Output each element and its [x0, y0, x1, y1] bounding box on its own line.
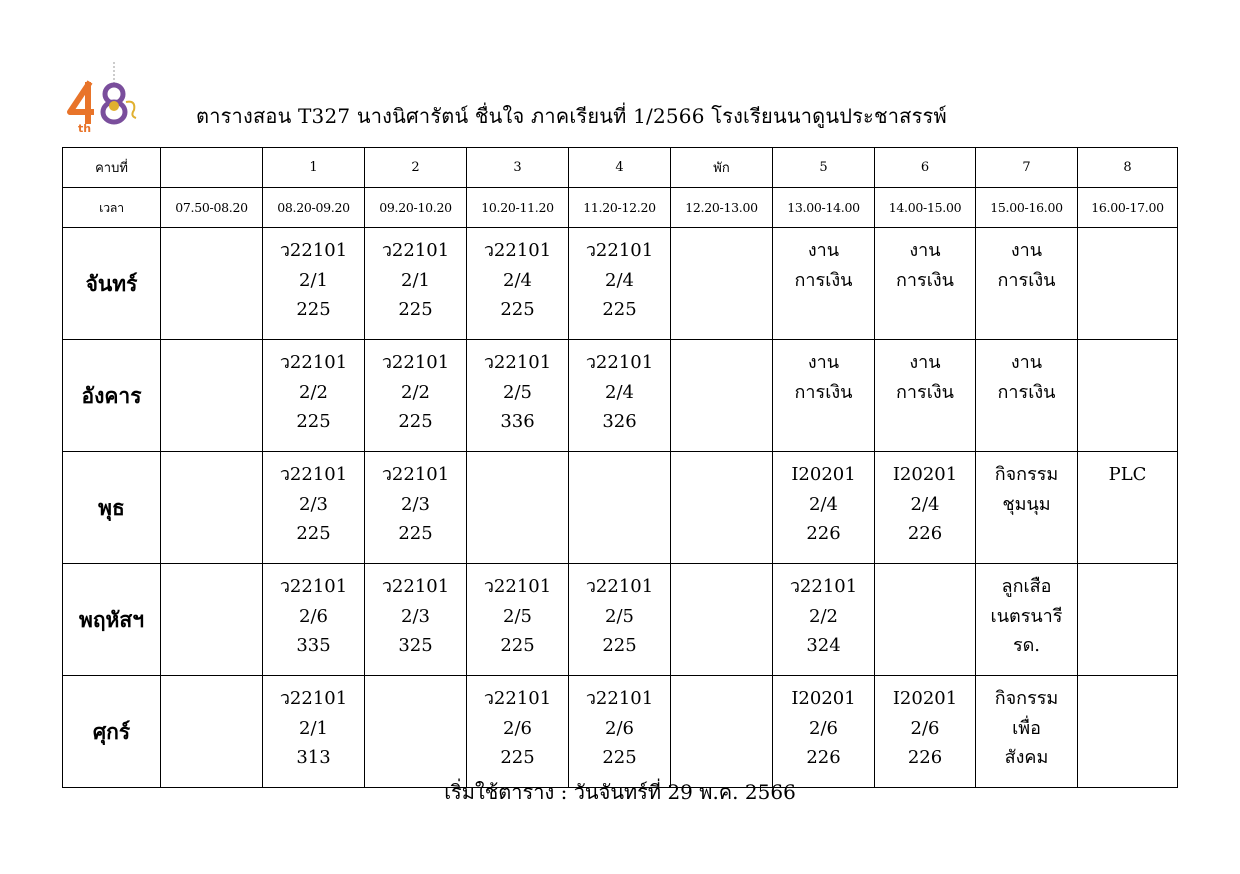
schedule-cell [569, 452, 671, 564]
time-slot-cell: 11.20-12.20 [569, 188, 671, 228]
time-slot-cell: 16.00-17.00 [1078, 188, 1178, 228]
schedule-cell-line: 225 [398, 523, 433, 544]
schedule-cell [569, 228, 671, 340]
day-name: จันทร์ [63, 228, 161, 340]
schedule-cell [976, 452, 1078, 564]
schedule-cell-line: I20201 [892, 464, 958, 485]
schedule-cell [1078, 676, 1178, 788]
schedule-cell-line: 336 [500, 411, 535, 432]
schedule-cell-line: 2/6 [503, 717, 532, 739]
schedule-cell-line: การเงิน [896, 269, 954, 291]
period-header-cell [161, 148, 263, 188]
time-slot-cell: 08.20-09.20 [263, 188, 365, 228]
day-row [63, 564, 1178, 676]
period-row [63, 148, 1178, 188]
schedule-cell [671, 228, 773, 340]
schedule-cell [467, 340, 569, 452]
start-date-note: เริ่มใช้ตาราง : วันจันทร์ที่ 29 พ.ค. 2566 [444, 780, 796, 804]
schedule-cell-line: รด. [1012, 635, 1041, 656]
schedule-cell-line: เพื่อ [1012, 717, 1041, 739]
schedule-cell-line: ว22101 [381, 240, 450, 261]
schedule-cell [976, 564, 1078, 676]
schedule-cell [1078, 228, 1178, 340]
schedule-cell-line: ว22101 [279, 576, 348, 597]
schedule-cell-line: 2/5 [605, 605, 634, 627]
schedule-cell-line: 225 [500, 299, 535, 320]
schedule-cell [365, 340, 467, 452]
schedule-cell [773, 452, 875, 564]
period-header-cell: 2 [365, 148, 467, 188]
schedule-cell [569, 676, 671, 788]
schedule-cell-line: ว22101 [279, 688, 348, 709]
period-header-cell: 5 [773, 148, 875, 188]
period-header-cell: พัก [671, 148, 773, 188]
schedule-cell-line: 2/6 [299, 605, 328, 627]
time-slot-cell: 13.00-14.00 [773, 188, 875, 228]
period-header-cell: 8 [1078, 148, 1178, 188]
schedule-cell-line: 313 [296, 747, 331, 768]
time-slot-cell: 09.20-10.20 [365, 188, 467, 228]
schedule-cell-line: 2/2 [299, 381, 328, 403]
schedule-cell [467, 452, 569, 564]
day-name: พุธ [63, 452, 161, 564]
schedule-cell-line: ว22101 [279, 240, 348, 261]
schedule-cell-line: 326 [602, 411, 637, 432]
schedule-cell-line: การเงิน [997, 269, 1056, 291]
schedule-cell-line: 225 [398, 411, 433, 432]
schedule-cell [1078, 340, 1178, 452]
schedule-cell-line: งาน [1010, 352, 1043, 373]
schedule-cell-line: ว22101 [279, 464, 348, 485]
schedule-cell-line: การเงิน [794, 381, 853, 403]
schedule-cell [161, 228, 263, 340]
schedule-cell-line: 226 [907, 523, 943, 544]
svg-text:th: th [78, 122, 92, 134]
schedule-cell-line: งาน [909, 352, 941, 373]
schedule-cell-line: 225 [602, 747, 637, 768]
day-row [63, 676, 1178, 788]
time-label: เวลา [63, 188, 161, 228]
schedule-cell-line: 225 [602, 299, 637, 320]
schedule-cell-line: ว22101 [585, 352, 654, 373]
schedule-cell [263, 676, 365, 788]
day-row [63, 340, 1178, 452]
schedule-cell-line: 2/3 [401, 493, 430, 515]
schedule-cell [569, 340, 671, 452]
schedule-cell-line: 2/1 [299, 717, 328, 739]
schedule-cell-line: 2/4 [910, 493, 940, 515]
schedule-cell-line: ชุมนุม [1002, 493, 1051, 515]
schedule-cell-line: การเงิน [997, 381, 1056, 403]
schedule-cell-line: PLC [1108, 464, 1147, 485]
schedule-cell [1078, 452, 1178, 564]
schedule-cell [161, 564, 263, 676]
schedule-cell [875, 228, 976, 340]
period-header-cell: 1 [263, 148, 365, 188]
schedule-cell [263, 340, 365, 452]
schedule-cell-line: 2/2 [401, 381, 430, 403]
schedule-cell-line: I20201 [791, 464, 856, 485]
school-anniversary-logo [64, 62, 144, 134]
schedule-cell-line: ว22101 [585, 576, 654, 597]
schedule-cell-line: 2/4 [605, 381, 634, 403]
schedule-cell [671, 452, 773, 564]
schedule-cell-line: ว22101 [789, 576, 858, 597]
schedule-cell-line: งาน [1010, 240, 1043, 261]
schedule-cell [467, 564, 569, 676]
schedule-cell [161, 676, 263, 788]
schedule-cell-line: 225 [602, 635, 637, 656]
schedule-cell-line: 225 [296, 299, 331, 320]
schedule-cell [875, 340, 976, 452]
schedule-cell-line: 226 [907, 747, 943, 768]
schedule-cell [569, 564, 671, 676]
schedule-cell [365, 564, 467, 676]
schedule-cell-line: 226 [806, 747, 841, 768]
schedule-cell-line: 2/4 [605, 269, 634, 291]
schedule-cell [263, 228, 365, 340]
day-row [63, 228, 1178, 340]
schedule-cell-line: ว22101 [483, 352, 552, 373]
day-name: ศุกร์ [63, 676, 161, 788]
schedule-cell-line: 225 [500, 747, 535, 768]
schedule-cell [976, 340, 1078, 452]
schedule-cell [467, 676, 569, 788]
schedule-cell-line: 2/2 [809, 605, 838, 627]
schedule-cell [161, 452, 263, 564]
schedule-cell-line: งาน [807, 240, 840, 261]
page-title: ตารางสอน T327 นางนิศารัตน์ ชื่นใจ ภาคเรียนที่ 1/2566 โรงเรียนนาดูนประชาสรรพ์ [196, 104, 947, 128]
schedule-cell-line: 2/4 [503, 269, 532, 291]
schedule-cell [1078, 564, 1178, 676]
schedule-cell-line: 335 [296, 635, 331, 656]
schedule-cell-line: ว22101 [483, 240, 552, 261]
schedule-cell [365, 228, 467, 340]
schedule-cell-line: 2/6 [910, 717, 940, 739]
schedule-cell-line: 225 [398, 299, 433, 320]
schedule-cell [671, 564, 773, 676]
schedule-cell-line: 2/5 [503, 381, 532, 403]
schedule-cell-line: ว22101 [381, 576, 450, 597]
schedule-cell-line: เนตรนารี [990, 605, 1063, 627]
schedule-cell-line: ว22101 [381, 464, 450, 485]
schedule-cell [263, 564, 365, 676]
schedule-cell [875, 564, 976, 676]
schedule-cell-line: 2/6 [809, 717, 838, 739]
schedule-cell-line: กิจกรรม [994, 464, 1059, 485]
schedule-cell [875, 452, 976, 564]
schedule-cell [976, 228, 1078, 340]
schedule-cell [263, 452, 365, 564]
schedule-cell-line: งาน [909, 240, 941, 261]
time-row [63, 188, 1178, 228]
time-slot-cell: 07.50-08.20 [161, 188, 263, 228]
period-header-cell: 3 [467, 148, 569, 188]
schedule-cell-line: I20201 [892, 688, 958, 709]
schedule-cell [773, 228, 875, 340]
schedule-cell-line: 2/6 [605, 717, 634, 739]
schedule-cell [365, 676, 467, 788]
schedule-cell [773, 564, 875, 676]
schedule-cell [365, 452, 467, 564]
schedule-cell-line: 324 [806, 635, 841, 656]
time-slot-cell: 14.00-15.00 [875, 188, 976, 228]
period-header-cell: 7 [976, 148, 1078, 188]
schedule-cell-line: ว22101 [585, 688, 654, 709]
schedule-cell-line: ว22101 [381, 352, 450, 373]
schedule-cell [773, 676, 875, 788]
schedule-cell-line: ว22101 [585, 240, 654, 261]
period-header-cell: 6 [875, 148, 976, 188]
time-slot-cell: 15.00-16.00 [976, 188, 1078, 228]
schedule-cell-line: กิจกรรม [994, 688, 1059, 709]
schedule-cell-line: ว22101 [483, 576, 552, 597]
schedule-cell-line: ว22101 [279, 352, 348, 373]
schedule-cell-line: การเงิน [794, 269, 853, 291]
schedule-cell-line: 2/3 [299, 493, 328, 515]
schedule-cell-line: 325 [398, 635, 433, 656]
schedule-cell-line: 226 [806, 523, 841, 544]
schedule-cell [671, 676, 773, 788]
schedule-cell [875, 676, 976, 788]
schedule-cell-line: 225 [296, 523, 331, 544]
day-name: อังคาร [63, 340, 161, 452]
time-slot-cell: 12.20-13.00 [671, 188, 773, 228]
schedule-cell [161, 340, 263, 452]
schedule-cell-line: 2/1 [401, 269, 430, 291]
schedule-cell-line: ลูกเสือ [1001, 576, 1052, 597]
schedule-cell-line: งาน [807, 352, 840, 373]
schedule-cell-line: สังคม [1004, 747, 1049, 768]
period-header-cell: 4 [569, 148, 671, 188]
schedule-cell-line: 2/5 [503, 605, 532, 627]
schedule-cell [773, 340, 875, 452]
schedule-cell [671, 340, 773, 452]
schedule-cell-line: 2/3 [401, 605, 430, 627]
time-slot-cell: 10.20-11.20 [467, 188, 569, 228]
day-name: พฤหัสฯ [63, 564, 161, 676]
schedule-cell-line: 2/4 [809, 493, 838, 515]
schedule-cell-line: การเงิน [896, 381, 954, 403]
timetable [62, 147, 1178, 788]
schedule-cell [467, 228, 569, 340]
schedule-cell-line: 2/1 [299, 269, 328, 291]
schedule-cell-line: I20201 [791, 688, 856, 709]
schedule-cell [976, 676, 1078, 788]
period-label: คาบที่ [63, 148, 161, 188]
day-row [63, 452, 1178, 564]
schedule-cell-line: ว22101 [483, 688, 552, 709]
schedule-cell-line: 225 [500, 635, 535, 656]
schedule-cell-line: 225 [296, 411, 331, 432]
